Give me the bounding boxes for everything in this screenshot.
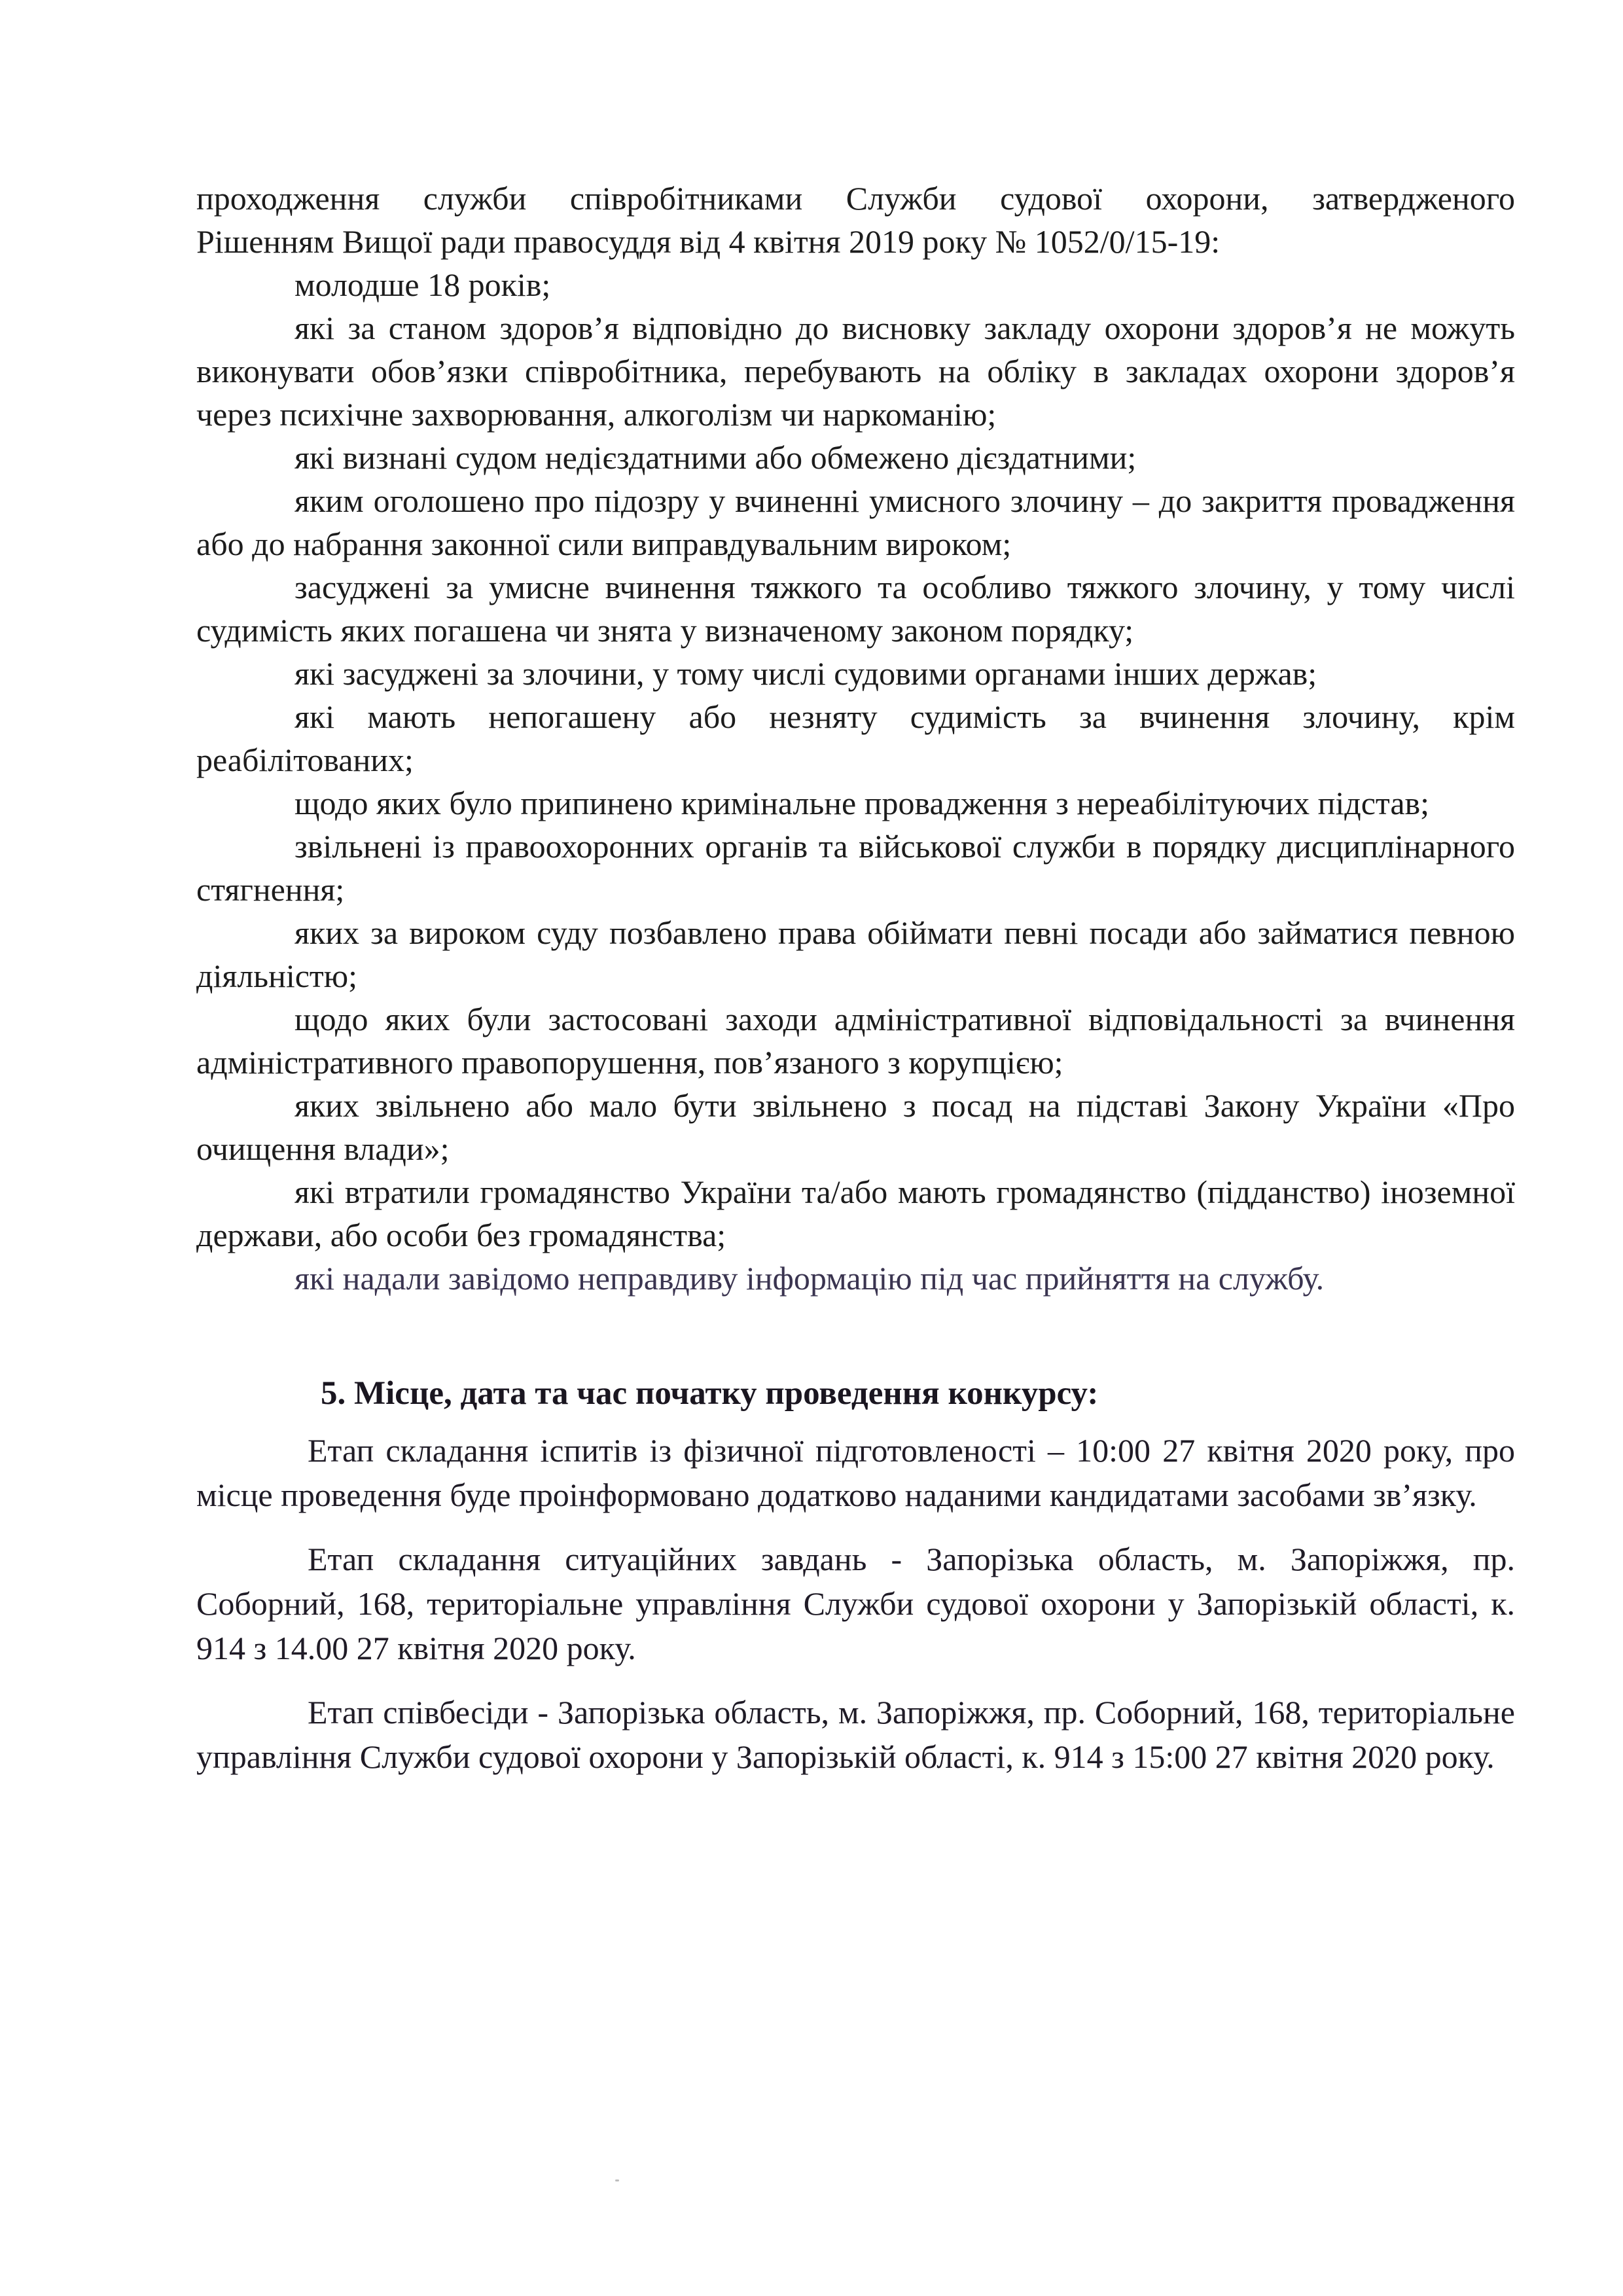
restriction-item: які за станом здоров’я відповідно до висновку закладу охорони здоров’я не можуть виконувати обов’язки співробітника, перебувають на обліку в закладах охорони здоров’я через психічне захворювання, алкоголізм чи наркоманію;	[196, 310, 1515, 433]
restriction-item: молодше 18 років;	[294, 266, 551, 303]
section-5-heading: 5. Місце, дата та час початку проведення конкурсу:	[321, 1375, 1099, 1412]
stage-physical-exam: Етап складання іспитів із фізичної підготовленості – 10:00 27 квітня 2020 року, про місце проведення буде проінформовано додатково наданими кандидатами засобами зв’язку.	[196, 1432, 1515, 1513]
restriction-item: які втратили громадянство України та/або мають громадянство (підданство) іноземної держави, або особи без громадянства;	[196, 1174, 1515, 1253]
intro-line-2: Рішенням Вищої ради правосуддя від 4 квітня 2019 року № 1052/0/15-19:	[196, 223, 1221, 260]
stage-interview: Етап співбесіди - Запорізька область, м. Запоріжжя, пр. Соборний, 168, територіальне управління Служби судової охорони у Запорізькій області, к. 914 з 15:00 27 квітня 2020 року.	[196, 1694, 1515, 1775]
restriction-item: засуджені за умисне вчинення тяжкого та особливо тяжкого злочину, у тому числі судимість яких погашена чи знята у визначеному законом порядку;	[196, 569, 1515, 649]
restriction-item: які визнані судом недієздатними або обмежено дієздатними;	[294, 439, 1137, 476]
document-page	[196, 177, 1515, 1799]
scan-speck	[615, 2179, 619, 2181]
restriction-item: щодо яких було припинено кримінальне провадження з нереабілітуючих підстав;	[294, 785, 1430, 821]
restriction-item: які надали завідомо неправдиву інформацію під час прийняття на службу.	[294, 1260, 1325, 1297]
restrictions-list	[196, 263, 1515, 1300]
restriction-item: звільнені із правоохоронних органів та військової служби в порядку дисциплінарного стягнення;	[196, 828, 1515, 908]
restriction-item: яким оголошено про підозру у вчиненні умисного злочину – до закриття провадження або до набрання законної сили виправдувальним вироком;	[196, 482, 1515, 562]
stage-situational-tasks: Етап складання ситуаційних завдань - Запорізька область, м. Запоріжжя, пр. Соборний, 168, територіальне управління Служби судової охорони у Запорізькій області, к. 914 з 14.00 27 квітня 2020 року.	[196, 1541, 1515, 1666]
restriction-item: щодо яких були застосовані заходи адміністративної відповідальності за вчинення адміністративного правопорушення, пов’язаного з корупцією;	[196, 1001, 1515, 1081]
restriction-item: які засуджені за злочини, у тому числі судовими органами інших держав;	[294, 655, 1317, 692]
restriction-item: які мають непогашену або незняту судимість за вчинення злочину, крім реабілітованих;	[196, 698, 1515, 778]
restriction-item: яких звільнено або мало бути звільнено з посад на підставі Закону України «Про очищення влади»;	[196, 1087, 1515, 1167]
intro-paragraph	[196, 177, 1515, 263]
intro-line-1: проходження служби співробітниками Служби судової охорони, затвердженого	[196, 180, 1515, 217]
restriction-item: яких за вироком суду позбавлено права обіймати певні посади або займатися певною діяльністю;	[196, 914, 1515, 994]
